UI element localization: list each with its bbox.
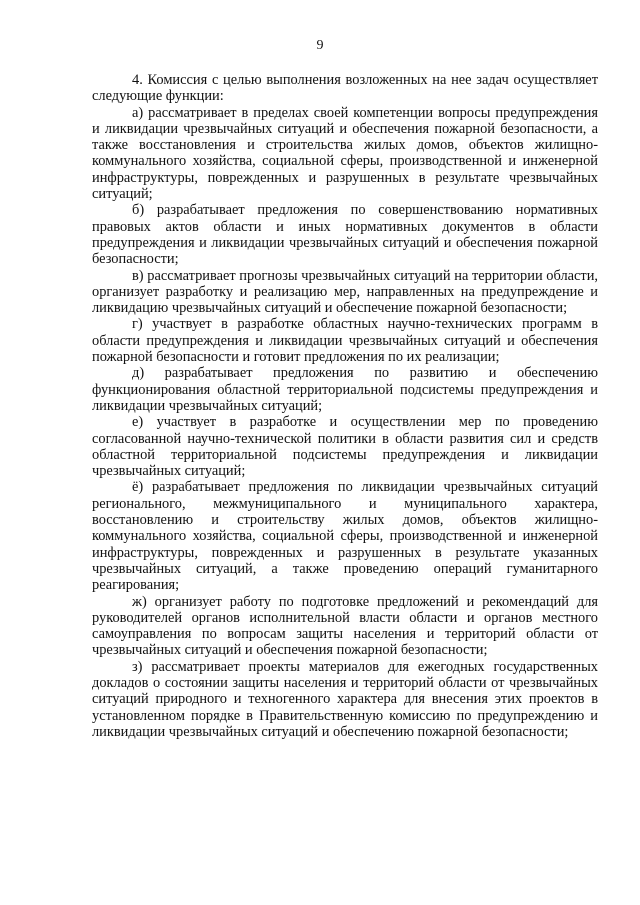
paragraph-item-zh: ж) организует работу по подготовке предложений и рекомендаций для руководителей органов исполнительной власти области и органов местного самоуправления по вопросам защиты населения и территорий области от чрезвычайных ситуаций и обеспечения пожарной безопасности;: [92, 593, 598, 659]
paragraph-item-yo: ё) разрабатывает предложения по ликвидации чрезвычайных ситуаций регионального, межмуниципального и муниципального характера, восстановлению и строительству жилых домов, объектов жилищно-коммунального хозяйства, социальной сферы, производственной и инженерной инфраструктуры, поврежденных и разрушенных в результате указанных чрезвычайных ситуаций, а также проведению операций гуманитарного реагирования;: [92, 479, 598, 594]
paragraph-item-e: е) участвует в разработке и осуществлении мер по проведению согласованной научно-технической политики в области развития сил и средств областной территориальной подсистемы предупреждения и ликвидации чрезвычайных ситуаций;: [92, 414, 598, 480]
paragraph-item-d: д) разрабатывает предложения по развитию и обеспечению функционирования областной территориальной подсистемы предупреждения и ликвидации чрезвычайных ситуаций;: [92, 365, 598, 414]
paragraph-intro: 4. Комиссия с целью выполнения возложенных на нее задач осуществляет следующие функции:: [92, 72, 598, 105]
body-text: [92, 72, 598, 740]
paragraph-item-a: а) рассматривает в пределах своей компетенции вопросы предупреждения и ликвидации чрезвычайных ситуаций и обеспечения пожарной безопасности, а также восстановления и строительства жилых домов, объектов жилищно-коммунального хозяйства, социальной сферы, производственной и инженерной инфраструктуры, поврежденных и разрушенных в результате чрезвычайных ситуаций;: [92, 104, 598, 203]
page-number: 9: [316, 38, 324, 53]
paragraph-item-v: в) рассматривает прогнозы чрезвычайных ситуаций на территории области, организует разработку и реализацию мер, направленных на предупреждение и ликвидацию чрезвычайных ситуаций и обеспечение пожарной безопасности;: [92, 267, 598, 317]
paragraph-item-z: з) рассматривает проекты материалов для ежегодных государственных докладов о состоянии защиты населения и территорий области от чрезвычайных ситуаций природного и техногенного характера для внесения этих проектов в установленном порядке в Правительственную комиссию по предупреждению и ликвидации чрезвычайных ситуаций и обеспечению пожарной безопасности;: [92, 658, 598, 740]
paragraph-item-g: г) участвует в разработке областных научно-технических программ в области предупреждения и ликвидации чрезвычайных ситуаций и обеспечения пожарной безопасности и готовит предложения по их реализации;: [92, 316, 598, 366]
paragraph-item-b: б) разрабатывает предложения по совершенствованию нормативных правовых актов области и иных нормативных документов в области предупреждения и ликвидации чрезвычайных ситуаций и обеспечения пожарной безопасности;: [92, 202, 598, 268]
